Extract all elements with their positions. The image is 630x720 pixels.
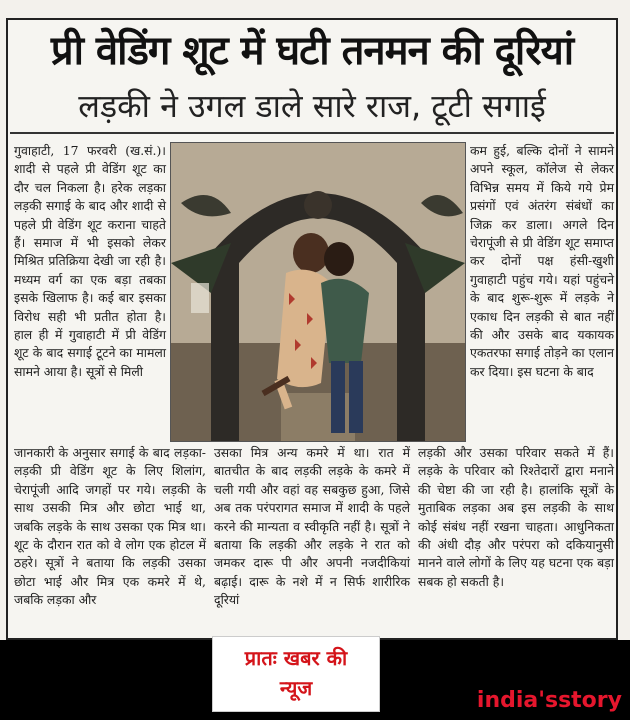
article-column-left: [14, 142, 166, 381]
article-column-bottom-2: [214, 444, 410, 610]
headline: प्री वेडिंग शूट में घटी तनमन की दूरियां: [50, 28, 574, 74]
subheadline: लड़की ने उगल डाले सारे राज, टूटी सगाई: [78, 87, 546, 125]
couple-photo: [170, 142, 466, 442]
paragraph: कम हुई, बल्कि दोनों ने सामने अपने स्कूल, कॉलेज से लेकर विभिन्न समय में किये गये प्रेम प्रसंगों एवं अंतरंग संबंधों का जिक्र कर डाला। अगले दिन चेरापूंजी से प्री वेडिंग शूट समाप्त कर दोनों पक्ष हंसी-खुशी गुवाहाटी पहुंच गये। यहां पहुंचने के बाद शुरू-शुरू में लड़के ने एकाध दिन लड़की से बात नहीं की और उसके बाद यकायक एकतरफा सगाई तोड़ने का एलान कर दिया। इस घटना के बाद: [470, 143, 614, 379]
paragraph: जानकारी के अनुसार सगाई के बाद लड़का-लड़की प्री वेडिंग शूट के लिए शिलांग, चेरापूंजी आदि जगहों पर गये। लड़की के साथ उसकी मित्र और छोटा भाई था, जबकि लड़के के साथ उसका एक मित्र था। शूट के दौरान रात को वे लोग एक होटल में ठहरे। सूत्रों ने बताया कि लड़की उसका छोटा भाई और मित्र एक कमरे में थे, जबकि लड़का और: [14, 445, 206, 608]
brand-line-2: न्यूज: [279, 676, 313, 700]
brand-line-1: प्रातः खबर की: [244, 646, 348, 670]
paragraph: उसका मित्र अन्य कमरे में था। रात में बातचीत के बाद लड़की लड़के के कमरे में चली गयी और वहां वह सबकुछ हुआ, जिसे अब तक परंपरागत समाज में शादी के पहले करने की मान्यता व स्वीकृति नहीं है। सूत्रों ने बताया कि लड़की और लड़के ने रात को जमकर दारू पी और अपनी नजदीकियां बढ़ाई। दारू के नशे में न सिर्फ शारीरिक दूरियां: [214, 445, 410, 608]
paragraph: गुवाहाटी, 17 फरवरी (ख.सं.)। शादी से पहले प्री वेडिंग शूट का दौर चल निकला है। हरेक लड़का लड़की सगाई के बाद और शादी से पहले प्री वेडिंग शूट कराना चाहते हैं। समाज में भी इसको लेकर मिश्रित प्रतिक्रिया देखी जा रही है। मध्यम वर्ग का एक बड़ा तबका इसके खिलाफ है। कई बार इसका विरोध सही भी प्रतीत होता है। हाल ही में गुवाहाटी में प्री वेडिंग शूट के बाद सगाई टूटने का मामला सामने आया है। सूत्रों से मिली: [14, 143, 166, 379]
watermark: india'sstory: [476, 688, 622, 713]
article-column-bottom-3: [418, 444, 614, 591]
divider: [10, 132, 614, 134]
photo-illustration: [171, 143, 465, 441]
article-column-right: [470, 142, 614, 381]
paragraph: लड़की और उसका परिवार सकते में हैं। लड़के के परिवार को रिश्तेदारों द्वारा मनाने की चेष्टा की जा रही है। हालांकि सूत्रों के मुताबिक लड़का अब इस लड़की के साथ कोई संबंध नहीं रखना चाहता। आधुनिकता की अंधी दौड़ और परंपरा को दकियानुसी मानने वाले लोगों के लिए यह घटना एक बड़ा सबक हो सकती है।: [418, 445, 614, 589]
article-column-bottom-1: [14, 444, 206, 610]
brand-logo: [212, 636, 380, 712]
